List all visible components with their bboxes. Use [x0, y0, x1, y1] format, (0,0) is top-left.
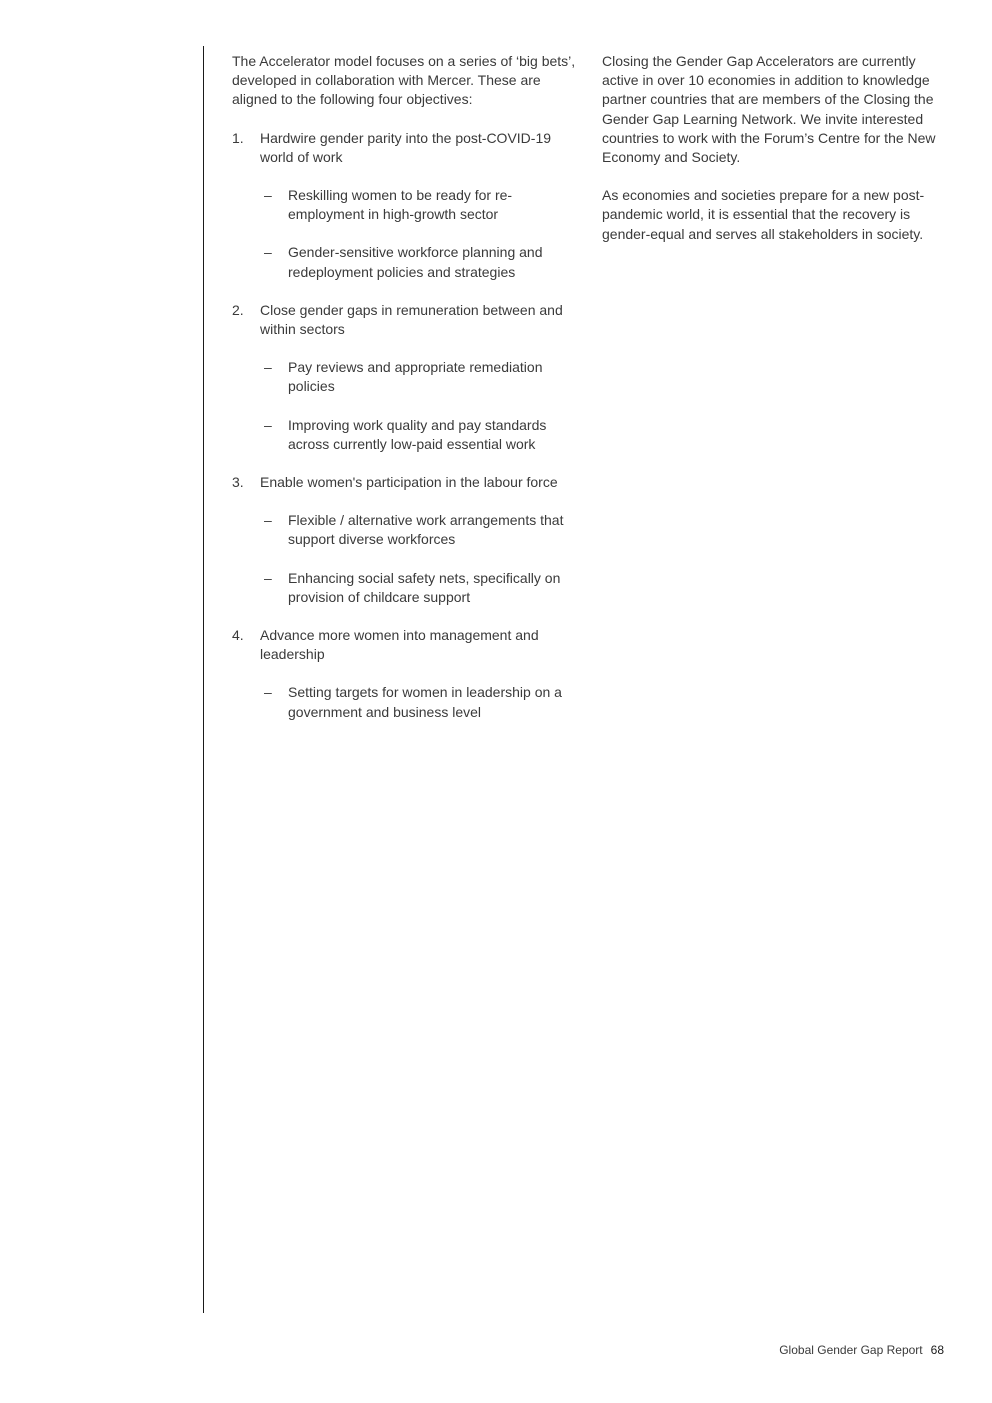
- objective-1-item-1: [232, 186, 582, 224]
- objective-text: Close gender gaps in remuneration between and within sectors: [260, 301, 563, 338]
- item-text: Pay reviews and appropriate remediation policies: [288, 359, 543, 395]
- right-paragraph-2: As economies and societies prepare for a new post-pandemic world, it is essential that the recovery is gender-equal and serves all stakeholders in society.: [602, 187, 925, 242]
- objective-2: [232, 301, 582, 339]
- objective-4: [232, 626, 582, 664]
- dash-bullet: –: [264, 359, 272, 376]
- item-text: Enhancing social safety nets, specifically on provision of childcare support: [288, 569, 561, 605]
- dash-bullet: –: [264, 416, 272, 433]
- left-column: [232, 52, 582, 741]
- item-text: Setting targets for women in leadership on a government and business level: [288, 684, 562, 720]
- dash-bullet: –: [264, 569, 272, 586]
- dash-bullet: –: [264, 512, 272, 529]
- objective-3-item-1: [232, 511, 582, 549]
- objective-text: Advance more women into management and leadership: [260, 627, 539, 663]
- objective-text: Enable women's participation in the labour force: [260, 474, 558, 491]
- item-text: Gender-sensitive workforce planning and redeployment policies and strategies: [288, 244, 543, 280]
- dash-bullet: –: [264, 684, 272, 701]
- objective-number: 4.: [232, 627, 244, 644]
- item-text: Reskilling women to be ready for re-employment in high-growth sector: [288, 187, 513, 223]
- vertical-rule: [203, 46, 204, 1313]
- objective-text: Hardwire gender parity into the post-COVID-19 world of work: [260, 129, 552, 165]
- item-text: Flexible / alternative work arrangements that support diverse workforces: [288, 512, 564, 548]
- page-number: 68: [930, 1343, 944, 1357]
- objective-number: 1.: [232, 129, 244, 146]
- objective-number: 3.: [232, 474, 244, 491]
- intro-paragraph: The Accelerator model focuses on a series of ‘big bets’, developed in collaboration with Mercer. These are aligned to the following four objectives:: [232, 53, 576, 108]
- right-paragraph-1: Closing the Gender Gap Accelerators are currently active in over 10 economies in addition to knowledge partner countries that are members of the Closing the Gender Gap Learning Network. We invite interested countries to work with the Forum’s Centre for the New Economy and Society.: [602, 53, 936, 166]
- objective-4-item-1: [232, 683, 582, 721]
- dash-bullet: –: [264, 244, 272, 261]
- objective-2-item-2: [232, 416, 582, 454]
- page-footer: [779, 1343, 944, 1357]
- objective-3: [232, 473, 582, 492]
- objective-1: [232, 129, 582, 167]
- report-title: Global Gender Gap Report: [779, 1343, 923, 1357]
- objective-2-item-1: [232, 358, 582, 396]
- right-column: [602, 52, 950, 263]
- objective-3-item-2: [232, 569, 582, 607]
- objective-number: 2.: [232, 301, 244, 318]
- dash-bullet: –: [264, 187, 272, 204]
- item-text: Improving work quality and pay standards across currently low-paid essential work: [288, 416, 547, 452]
- objective-1-item-2: [232, 243, 582, 281]
